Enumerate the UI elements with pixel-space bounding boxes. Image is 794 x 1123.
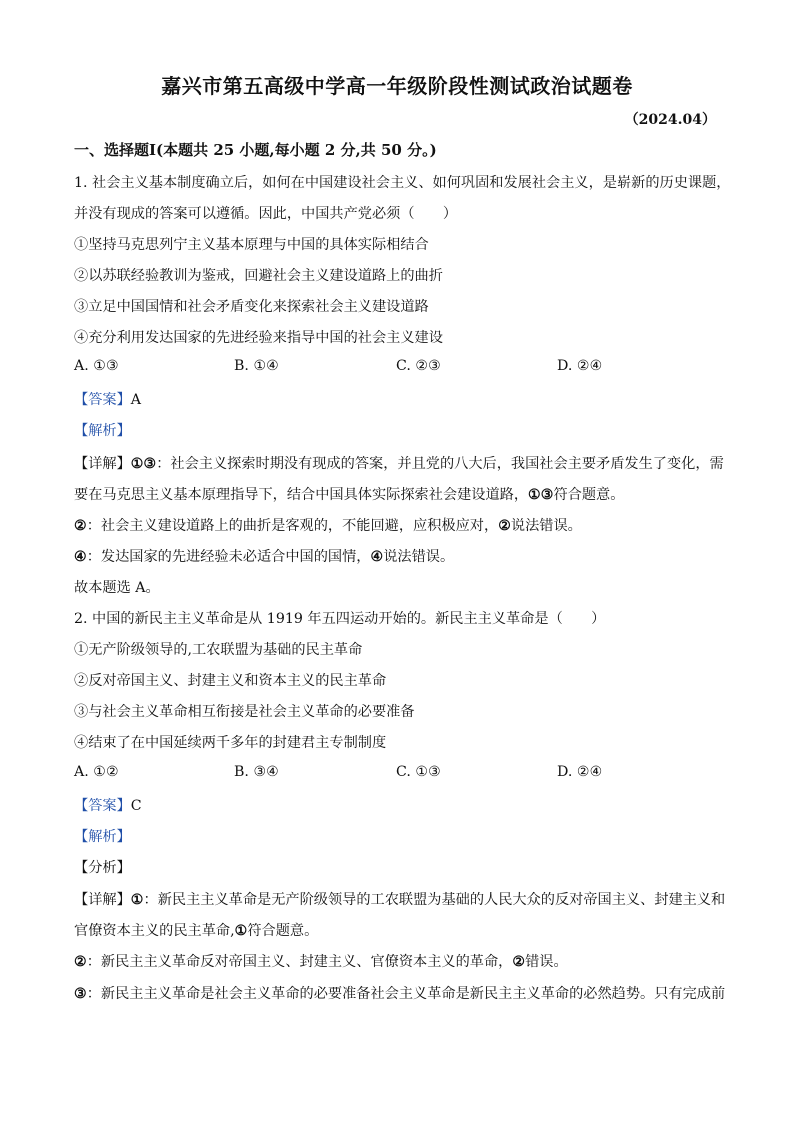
- q1-stem-line2: 并没有现成的答案可以遵循。因此，中国共产党必须（ ）: [74, 206, 458, 222]
- q1-option-c: C. ②③: [396, 358, 441, 374]
- q2-detail-text3a: ：新民主主义革命反对帝国主义、封建主义、官僚资本主义的革命，: [86, 954, 513, 970]
- q2-detail-ref3: ②: [74, 954, 87, 970]
- q1-item-4: ④充分利用发达国家的先进经验来指导中国的社会主义建设: [74, 330, 443, 346]
- q1-detail-text2a: 要在马克思主义基本原理指导下，结合中国具体实际探索社会建设道路，: [74, 487, 529, 503]
- q1-detail-ref3: ②: [74, 518, 87, 534]
- q1-detail-ref4: ④: [74, 549, 87, 565]
- q2-detail-line1: [74, 889, 725, 909]
- q2-answer: [74, 795, 142, 815]
- q2-detail-ref1: ①: [130, 892, 144, 908]
- q2-detail-text2b: 符合题意。: [247, 923, 319, 939]
- q1-detail-line2: [74, 484, 624, 504]
- q1-answer: [74, 389, 141, 409]
- q2-item-3: ③与社会主义革命相互衔接是社会主义革命的必要准备: [74, 704, 415, 720]
- q1-detail-ref4b: ④: [370, 549, 384, 565]
- q2-detail-line3: [74, 951, 568, 971]
- q2-detail-line2: [74, 920, 318, 940]
- q1-detail-line3: [74, 515, 582, 535]
- q1-detail-line4: [74, 546, 454, 566]
- q1-detail-text4b: 说法错误。: [383, 549, 455, 565]
- q1-detail-ref: ①③: [130, 456, 157, 472]
- page-title: 嘉兴市第五高级中学高一年级阶段性测试政治试题卷: [161, 74, 633, 98]
- q1-item-1: ①坚持马克思列宁主义基本原理与中国的具体实际相结合: [74, 237, 429, 253]
- q2-detail-ref3b: ②: [512, 954, 526, 970]
- q2-analysis-tag: 【解析】: [74, 829, 131, 845]
- q2-stem: 2. 中国的新民主主义革命是从 1919 年五四运动开始的。新民主主义革命是（ ）: [74, 611, 606, 627]
- q1-answer-tag: 【答案】: [74, 392, 131, 408]
- q1-detail-tag: 【详解】: [74, 456, 131, 472]
- q2-item-2: ②反对帝国主义、封建主义和资本主义的民主革命: [74, 673, 387, 689]
- q1-analysis-tag: 【解析】: [74, 423, 131, 439]
- q2-option-a: A. ①②: [74, 764, 119, 780]
- q2-fenxi-tag: 【分析】: [74, 860, 131, 876]
- q1-item-3: ③立足中国国情和社会矛盾变化来探索社会主义建设道路: [74, 299, 429, 315]
- q2-detail-line4: [74, 983, 725, 1003]
- q2-option-c: C. ①③: [396, 764, 441, 780]
- q1-detail-text1: ：社会主义探索时期没有现成的答案，并且党的八大后，我国社会主要矛盾发生了变化，需: [156, 456, 724, 472]
- q2-answer-value: C: [130, 798, 142, 814]
- q1-detail-ref3b: ②: [498, 518, 511, 534]
- q2-option-d: D. ②④: [557, 764, 603, 780]
- q1-option-b: B. ①④: [234, 358, 279, 374]
- q2-detail-text1: ：新民主主义革命是无产阶级领导的工农联盟为基础的人民大众的反对帝国主义、封建主义和: [143, 892, 726, 908]
- q1-detail-line1: [74, 453, 724, 473]
- q1-detail-ref2: ①③: [528, 487, 554, 503]
- q2-item-4: ④结束了在中国延续两千多年的封建君主专制制度: [74, 735, 387, 751]
- q1-detail-text4a: ：发达国家的先进经验未必适合中国的国情，: [86, 549, 371, 565]
- q1-detail-text2b: 符合题意。: [553, 487, 625, 503]
- q1-option-a: A. ①③: [74, 358, 119, 374]
- q2-detail-ref2: ①: [234, 923, 248, 939]
- q1-conclusion: 故本题选 A。: [74, 580, 160, 596]
- q2-detail-text2a: 官僚资本主义的民主革命,: [74, 923, 235, 939]
- q1-detail-text3a: ：社会主义建设道路上的曲折是客观的，不能回避，应积极应对，: [86, 518, 499, 534]
- q1-answer-value: A: [130, 392, 142, 408]
- q2-option-b: B. ③④: [234, 764, 279, 780]
- q2-detail-tag: 【详解】: [74, 892, 131, 908]
- section-heading: 一、选择题Ⅰ(本题共 25 小题,每小题 2 分,共 50 分。): [74, 141, 437, 159]
- q1-detail-text3b: 说法错误。: [510, 518, 582, 534]
- q2-detail-text4a: ：新民主主义革命是社会主义革命的必要准备社会主义革命是新民主主义革命的必然趋势。只有完成前: [86, 986, 726, 1002]
- q2-detail-text3b: 错误。: [525, 954, 568, 970]
- exam-date: （2024.04）: [624, 112, 716, 128]
- q1-stem-line1: 1. 社会主义基本制度确立后，如何在中国建设社会主义、如何巩固和发展社会主义，是崭新的历史课题，: [74, 175, 731, 191]
- q2-answer-tag: 【答案】: [74, 798, 131, 814]
- q2-item-1: ①无产阶级领导的,工农联盟为基础的民主革命: [74, 642, 363, 658]
- q1-option-d: D. ②④: [557, 358, 603, 374]
- q2-detail-ref4: ③: [74, 986, 87, 1002]
- q1-item-2: ②以苏联经验教训为鉴戒，回避社会主义建设道路上的曲折: [74, 268, 443, 284]
